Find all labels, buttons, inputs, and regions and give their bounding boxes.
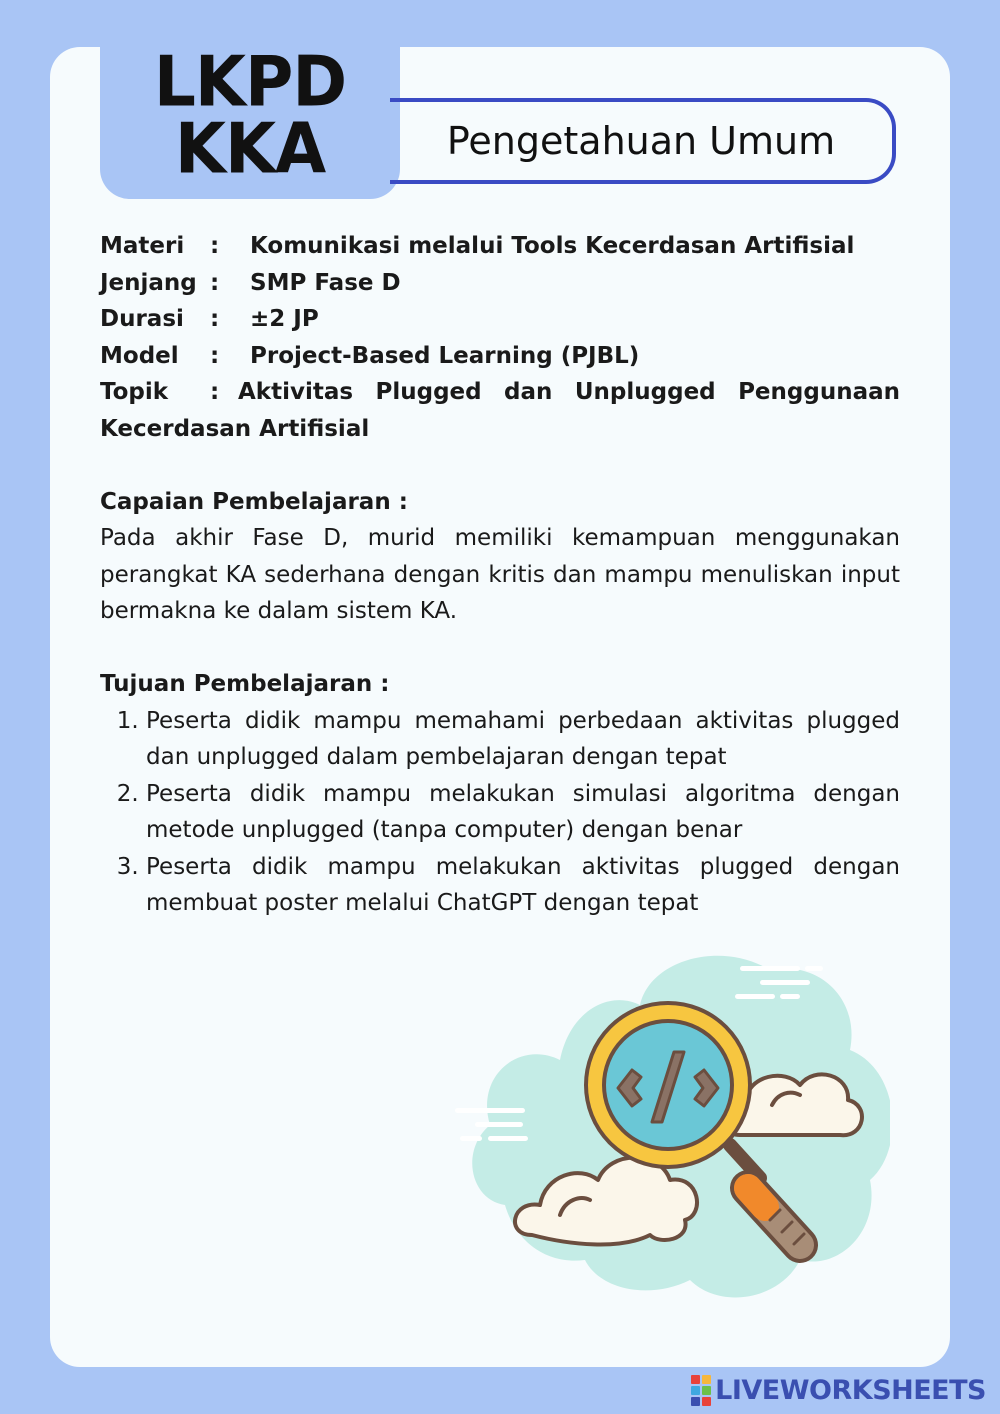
logo-line-2: KKA — [174, 108, 326, 190]
jenjang-value: SMP Fase D — [250, 269, 401, 296]
meta-topik — [100, 374, 900, 447]
meta-jenjang — [100, 265, 900, 302]
meta-model — [100, 338, 900, 375]
capaian-text: Pada akhir Fase D, murid memiliki kemampuan menggunakan perangkat KA sederhana dengan kritis dan mampu menuliskan input bermakna ke dalam sistem KA. — [100, 525, 900, 624]
durasi-value: ±2 JP — [250, 306, 319, 332]
worksheet-content — [100, 228, 900, 922]
separator: : — [210, 342, 220, 369]
capaian-heading: Capaian Pembelajaran : — [100, 488, 408, 515]
list-item: 1. Peserta didik mampu memahami perbedaan aktivitas plugged dan unplugged dalam pembelajaran dengan tepat — [146, 703, 900, 776]
brand-name: LIVEWORKSHEETS — [715, 1375, 986, 1406]
magnifier-code-illustration — [440, 930, 890, 1310]
liveworksheets-icon — [691, 1375, 711, 1406]
list-item: 2. Peserta didik mampu melakukan simulasi algoritma dengan metode unplugged (tanpa computer) dengan benar — [146, 776, 900, 849]
topik-value: Aktivitas Plugged dan Unplugged Penggunaan Kecerdasan Artifisial — [100, 379, 900, 442]
meta-materi — [100, 228, 900, 265]
tujuan-heading: Tujuan Pembelajaran : — [100, 671, 390, 697]
materi-value: Komunikasi melalui Tools Kecerdasan Artifisial — [250, 233, 855, 259]
separator: : — [210, 233, 220, 259]
topik-label: Topik — [100, 379, 169, 405]
separator: : — [210, 306, 220, 332]
jenjang-label: Jenjang — [100, 269, 197, 296]
materi-label: Materi — [100, 233, 185, 259]
liveworksheets-brand[interactable] — [691, 1375, 986, 1406]
separator: : — [210, 379, 220, 405]
tujuan-list — [100, 703, 900, 922]
logo-line-1: LKPD — [153, 41, 347, 123]
meta-durasi — [100, 301, 900, 338]
model-value: Project-Based Learning (PJBL) — [250, 342, 640, 369]
durasi-label: Durasi — [100, 306, 184, 332]
separator: : — [210, 269, 220, 296]
subject-title: Pengetahuan Umum — [390, 98, 896, 184]
lkpd-logo — [100, 41, 400, 190]
model-label: Model — [100, 342, 179, 369]
list-item: 3. Peserta didik mampu melakukan aktivitas plugged dengan membuat poster melalui ChatGPT dengan tepat — [146, 849, 900, 922]
